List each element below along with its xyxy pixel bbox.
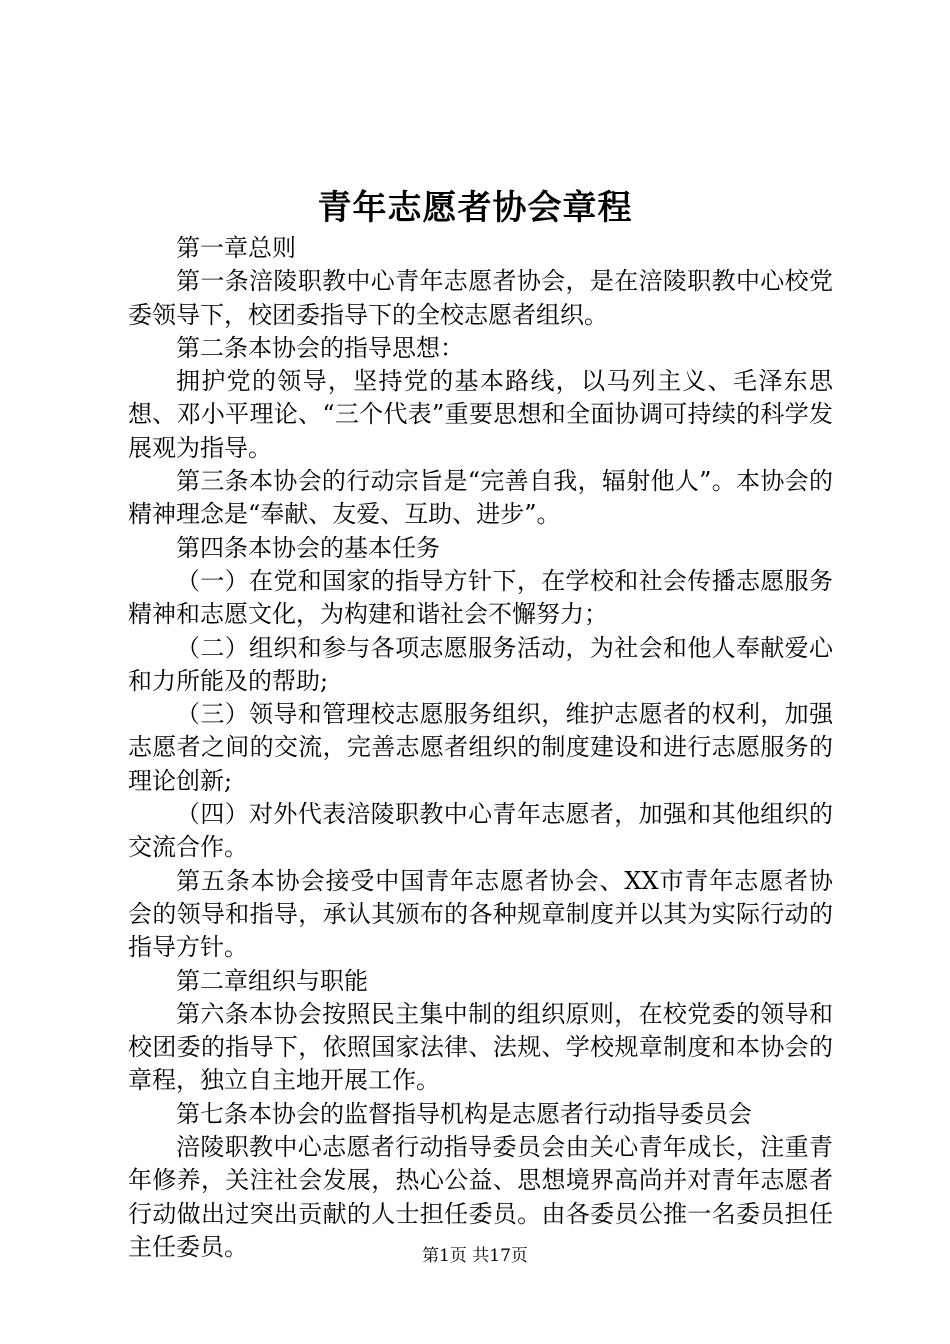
paragraph: （二）组织和参与各项志愿服务活动，为社会和他人奉献爱心和力所能及的帮助;	[128, 633, 833, 695]
paragraph: 第七条本协会的监督指导机构是志愿者行动指导委员会	[176, 1099, 752, 1128]
paragraph: 第三条本协会的行动宗旨是“完善自我，辐射他人”。本协会的精神理念是“奉献、友爱、互助、进步”。	[128, 467, 833, 529]
paragraph: 拥护党的领导，坚持党的基本路线，以马列主义、毛泽东思想、邓小平理论、“三个代表”重要思想和全面协调可持续的科学发展观为指导。	[128, 367, 833, 462]
page-number-footer: 第1页 共17页	[422, 1246, 528, 1266]
paragraph: （三）领导和管理校志愿服务组织，维护志愿者的权利，加强志愿者之间的交流，完善志愿者组织的制度建设和进行志愿服务的理论创新;	[128, 700, 833, 795]
document-title: 青年志愿者协会章程	[317, 188, 633, 228]
document-body	[128, 232, 833, 1264]
paragraph: （四）对外代表涪陵职教中心青年志愿者，加强和其他组织的交流合作。	[128, 800, 833, 862]
paragraph: 第六条本协会按照民主集中制的组织原则，在校党委的领导和校团委的指导下，依照国家法律、法规、学校规章制度和本协会的章程，独立自主地开展工作。	[128, 999, 833, 1095]
paragraph: 涪陵职教中心志愿者行动指导委员会由关心青年成长，注重青年修养，关注社会发展，热心公益、思想境界高尚并对青年志愿者行动做出过突出贡献的人士担任委员。由各委员公推一名委员担任主任委员。	[128, 1133, 833, 1261]
paragraph: 第一章总则	[176, 234, 296, 262]
paragraph: （一）在党和国家的指导方针下，在学校和社会传播志愿服务精神和志愿文化，为构建和谐社会不懈努力；	[128, 566, 833, 629]
paragraph: 第一条涪陵职教中心青年志愿者协会，是在涪陵职教中心校党委领导下，校团委指导下的全校志愿者组织。	[128, 267, 833, 329]
paragraph: 第五条本协会接受中国青年志愿者协会、XX市青年志愿者协会的领导和指导，承认其颁布的各种规章制度并以其为实际行动的指导方针。	[128, 866, 833, 962]
paragraph: 第二条本协会的指导思想：	[176, 333, 464, 362]
paragraph: 第二章组织与职能	[176, 966, 368, 995]
paragraph: 第四条本协会的基本任务	[176, 533, 440, 562]
